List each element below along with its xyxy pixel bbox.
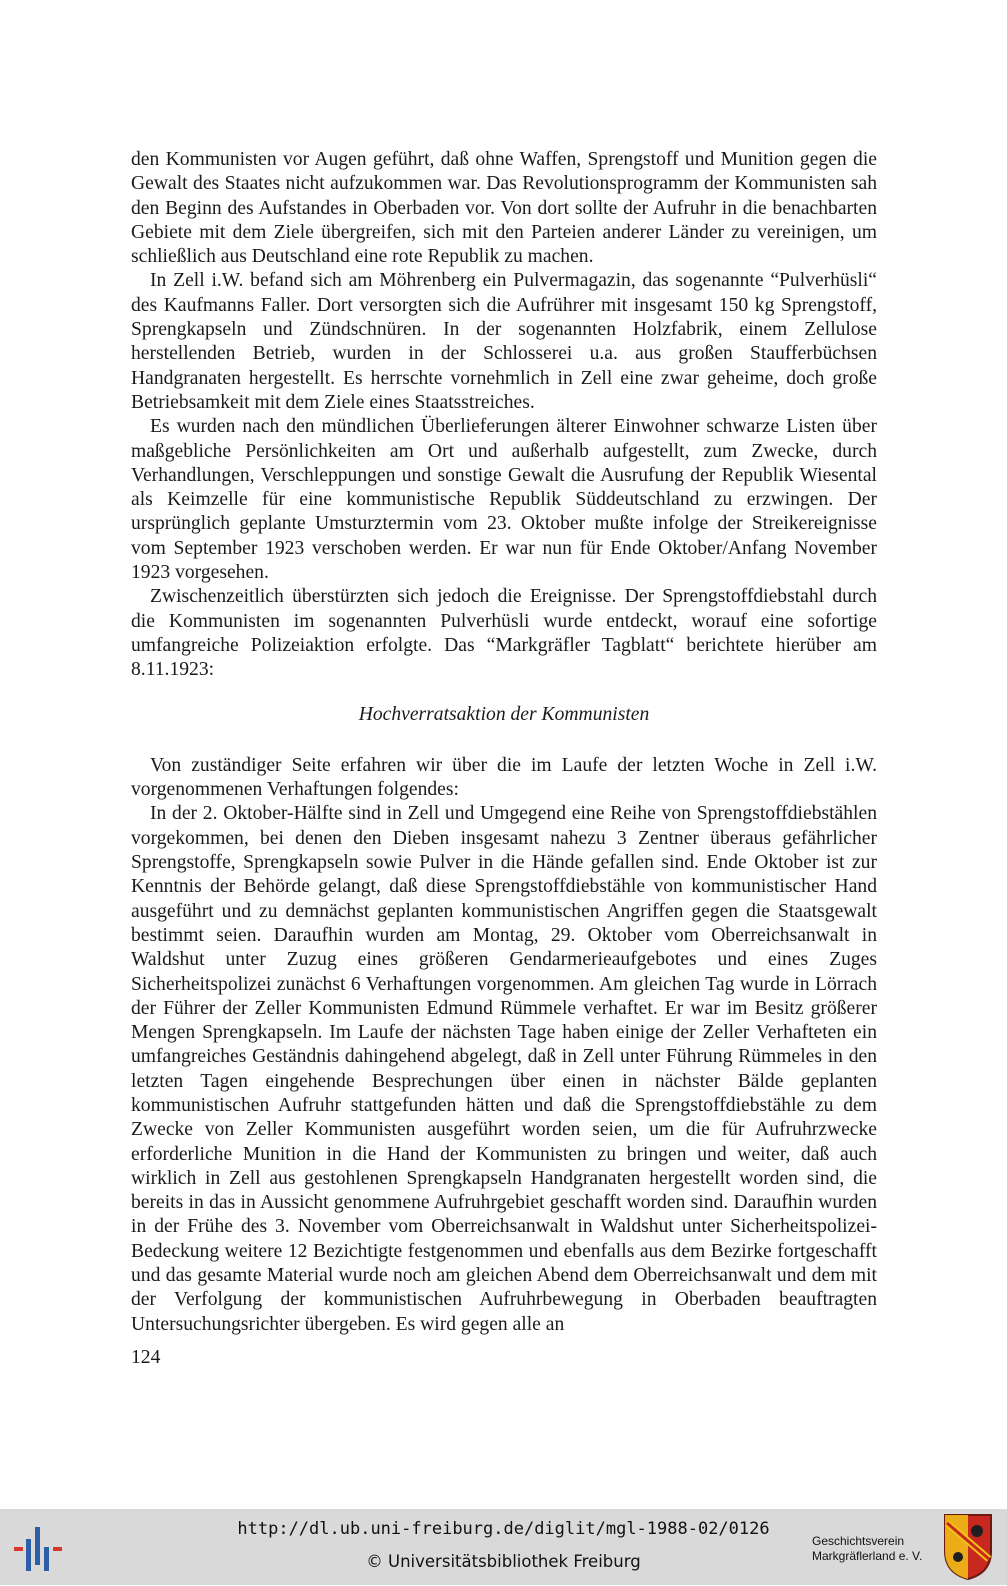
footer-bar — [0, 1509, 1007, 1585]
society-name-line2: Markgräflerland e. V. — [812, 1549, 923, 1563]
copyright-notice: © Universitätsbibliothek Freiburg — [366, 1552, 641, 1571]
paragraph: In der 2. Oktober-Hälfte sind in Zell und Umgegend eine Reihe von Sprengstoffdiebstählen vorgekommen, bei denen den Dieben insgesamt nahezu 3 Zentner überaus gefährlicher Sprengstoffe, Sprengkapseln sowie Pulver in die Hände gefallen sind. Ende Oktober ist zur Kenntnis der Behörde gelangt, daß diese Sprengstoffdiebstähle von kommunistischer Hand ausgeführt und zu demnächst geplanten kommunistischen Angriffen gegen die Staatsgewalt bestimmt seien. Daraufhin wurden am Montag, 29. Oktober vom Oberreichsanwalt in Waldshut unter Zuzug eines größeren Gendarmerieaufgebotes und eines Zuges Sicherheitspolizei zunächst 6 Verhaftungen vorgenommen. Am gleichen Tag wurde in Lörrach der Führer der Zeller Kommunisten Edmund Rümmele verhaftet. Er war im Besitz größerer Mengen Sprengkapseln. Im Laufe der nächsten Tage haben einige der Zeller Verhafteten ein umfangreiches Geständnis dahingehend abgelegt, daß in Zell unter Führung Rümmeles in den letzten Tagen eingehende Besprechungen über einen in nächster Bälde geplanten kommunistischen Aufruhr stattgefunden hätten und daß die Sprengstoffdiebstähle zu dem Zwecke von Zeller Kommunisten ausgeführt worden seien, um die für Aufruhrzwecke erforderliche Munition in die Hand der Kommunisten zu bringen und weiter, daß auch wirklich in Zell aus gestohlenen Sprengkapseln Handgranaten hergestellt worden sind, die bereits in das in Aussicht genommene Aufruhrgebiet geschafft worden sind. Daraufhin wurden in der Frühe des 3. November vom Oberreichsanwalt in Waldshut unter Sicherheitspolizei-Bedeckung weitere 12 Bezichtigte festgenommen und ebenfalls aus dem Bezirke fortgeschafft und das gesamte Material wurde noch am gleichen Abend dem Oberreichsanwalt und dem mit der Verfolgung der kommunistischen Aufruhrbewegung in Oberbaden beauftragten Untersuchungsrichter übergeben. Es wird gegen alle an — [131, 803, 877, 1335]
paragraph: Von zuständiger Seite erfahren wir über die im Laufe der letzten Woche in Zell i.W. vorgenommenen Verhaftungen folgendes: — [131, 754, 877, 801]
paragraph: Zwischenzeitlich überstürzten sich jedoch die Ereignisse. Der Sprengstoffdiebstahl durch die Kommunisten im sogenannten Pulverhüsli wurde entdeckt, worauf eine sofortige umfangreiche Polizeiaktion erfolgte. Das “Markgräfler Tagblatt“ berichtete hierüber am 8.11.1923: — [131, 586, 877, 681]
society-name-line1: Geschichtsverein — [812, 1534, 905, 1548]
section-heading: Hochverratsaktion der Kommunisten — [358, 703, 650, 725]
coat-of-arms-icon[interactable] — [943, 1513, 993, 1581]
document-url-link[interactable]: http://dl.ub.uni-freiburg.de/diglit/mgl-1988-02/0126 — [237, 1519, 770, 1539]
paragraph: In Zell i.W. befand sich am Möhrenberg ein Pulvermagazin, das sogenannte “Pulverhüsli“ des Kaufmanns Faller. Dort versorgten sich die Aufrührer mit insgesamt 150 kg Sprengstoff, Sprengkapseln und Zündschnüren. In der sogenannten Holzfabrik, einem Zellulose herstellenden Betrieb, wurden in der Schlosserei u.a. aus großen Staufferbüchsen Handgranaten hergestellt. Es herrschte vornehmlich in Zell eine zwar geheime, doch große Betriebsamkeit mit dem Ziele eines Staatsstreiches. — [131, 270, 877, 413]
page-number: 124 — [131, 1347, 161, 1368]
page-body — [131, 148, 877, 1337]
spacer — [131, 683, 877, 703]
spacer — [131, 727, 877, 754]
paragraph: Es wurden nach den mündlichen Überlieferungen älterer Einwohner schwarze Listen über maßgebliche Persönlichkeiten am Ort und außerhalb aufgestellt, zum Zwecke, durch Verhandlungen, Verschleppungen und sonstige Gewalt die Ausrufung der Republik Wiesental als Keimzelle für eine kommunistische Republik Süddeutschland zu erzwingen. Der ursprünglich geplante Umsturztermin vom 23. Oktober mußte infolge der Streikereignisse vom September 1923 verschoben werden. Er war nun für Ende Oktober/Anfang November 1923 vorgesehen. — [131, 416, 877, 584]
paragraph: den Kommunisten vor Augen geführt, daß ohne Waffen, Sprengstoff und Munition gegen die Gewalt des Staates nicht aufzukommen war. Das Revolutionsprogramm der Kommunisten sah den Beginn des Aufstandes in Oberbaden vor. Von dort sollte der Aufruhr in die benachbarten Gebiete mit dem Ziele übergreifen, sich mit den Parteien anderer Länder zu vereinigen, um schließlich aus Deutschland eine rote Republik zu machen. — [131, 149, 877, 268]
society-name — [812, 1534, 922, 1564]
